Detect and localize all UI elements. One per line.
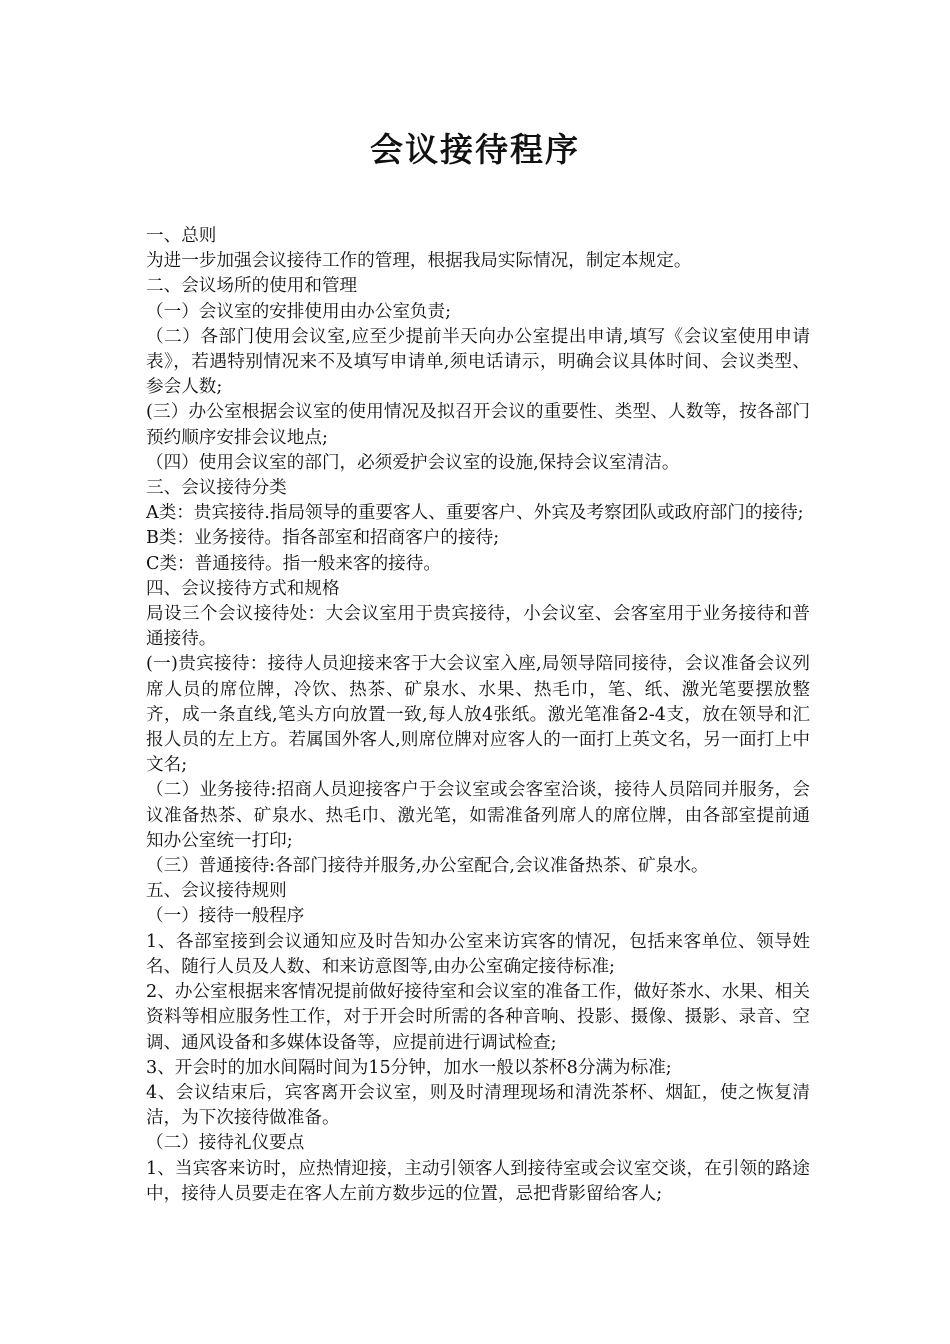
subsection-heading: （二）接待礼仪要点 [146, 1133, 305, 1154]
paragraph: C类：普通接待。指一般来客的接待。 [146, 553, 441, 574]
paragraph: (三）办公室根据会议室的使用情况及拟召开会议的重要性、类型、人数等，按各部门预约顺序安排会议地点; [146, 402, 810, 448]
paragraph: （四）使用会议室的部门，必须爱护会议室的设施,保持会议室清洁。 [146, 452, 680, 473]
subsection-heading: （一）接待一般程序 [146, 906, 305, 927]
paragraph: （二）各部门使用会议室,应至少提前半天向办公室提出申请,填写《会议室使用申请表》，若遇特别情况来不及填写申请单,须电话请示，明确会议具体时间、会议类型、参会人数; [146, 326, 810, 398]
paragraph: 3、开会时的加水间隔时间为15分钟，加水一般以茶杯8分满为标准; [146, 1057, 672, 1078]
section-heading: 五、会议接待规则 [146, 881, 287, 902]
paragraph: （一）会议室的安排使用由办公室负责; [146, 301, 452, 322]
paragraph: (一)贵宾接待：接待人员迎接来客于大会议室入座,局领导陪同接待，会议准备会议列席人员的席位牌，冷饮、热茶、矿泉水、水果、热毛巾，笔、纸、激光笔要摆放整齐，成一条直线,笔头方向放置一致,每人放4张纸。激光笔准备2-4支，放在领导和汇报人员的左上方。若属国外客人,则席位牌对应客人的一面打上英文名，另一面打上中文名; [146, 654, 810, 776]
document-title: 会议接待程序 [370, 130, 580, 169]
paragraph: 2、办公室根据来客情况提前做好接待室和会议室的准备工作，做好茶水、水果、相关资料等相应服务性工作，对于开会时所需的各种音响、投影、摄像、摄影、录音、空调、通风设备和多媒体设备等，应提前进行调试检查; [146, 982, 810, 1053]
paragraph: 局设三个会议接待处：大会议室用于贵宾接待，小会议室、会客室用于业务接待和普通接待。 [146, 604, 810, 650]
section-heading: 二、会议场所的使用和管理 [146, 276, 358, 297]
paragraph: （二）业务接待:招商人员迎接客户于会议室或会客室洽谈，接待人员陪同并服务，会议准备热茶、矿泉水、热毛巾、激光笔，如需准备列席人的席位牌，由各部室提前通知办公室统一打印; [146, 780, 810, 851]
paragraph: B类：业务接待。指各部室和招商客户的接待; [146, 528, 500, 549]
paragraph: （三）普通接待:各部门接待并服务,办公室配合,会议准备热茶、矿泉水。 [146, 856, 709, 877]
section-heading: 一、总则 [146, 226, 217, 246]
section-heading: 四、会议接待方式和规格 [146, 578, 340, 599]
section-heading: 三、会议接待分类 [146, 478, 287, 499]
paragraph: 1、各部室接到会议通知应及时告知办公室来访宾客的情况，包括来客单位、领导姓名、随行人员及人数、和来访意图等,由办公室确定接待标准; [146, 931, 810, 977]
paragraph: A类：贵宾接待.指局领导的重要客人、重要客户、外宾及考察团队或政府部门的接待; [146, 503, 804, 524]
document-body [146, 224, 810, 1207]
paragraph: 1、当宾客来访时，应热情迎接，主动引领客人到接待室或会议室交谈，在引领的路途中，接待人员要走在客人左前方数步远的位置，忌把背影留给客人; [146, 1158, 810, 1204]
paragraph: 为进一步加强会议接待工作的管理，根据我局实际情况，制定本规定。 [146, 251, 692, 272]
paragraph: 4、会议结束后，宾客离开会议室，则及时清理现场和清洗茶杯、烟缸，使之恢复清洁，为下次接待做准备。 [146, 1082, 810, 1129]
